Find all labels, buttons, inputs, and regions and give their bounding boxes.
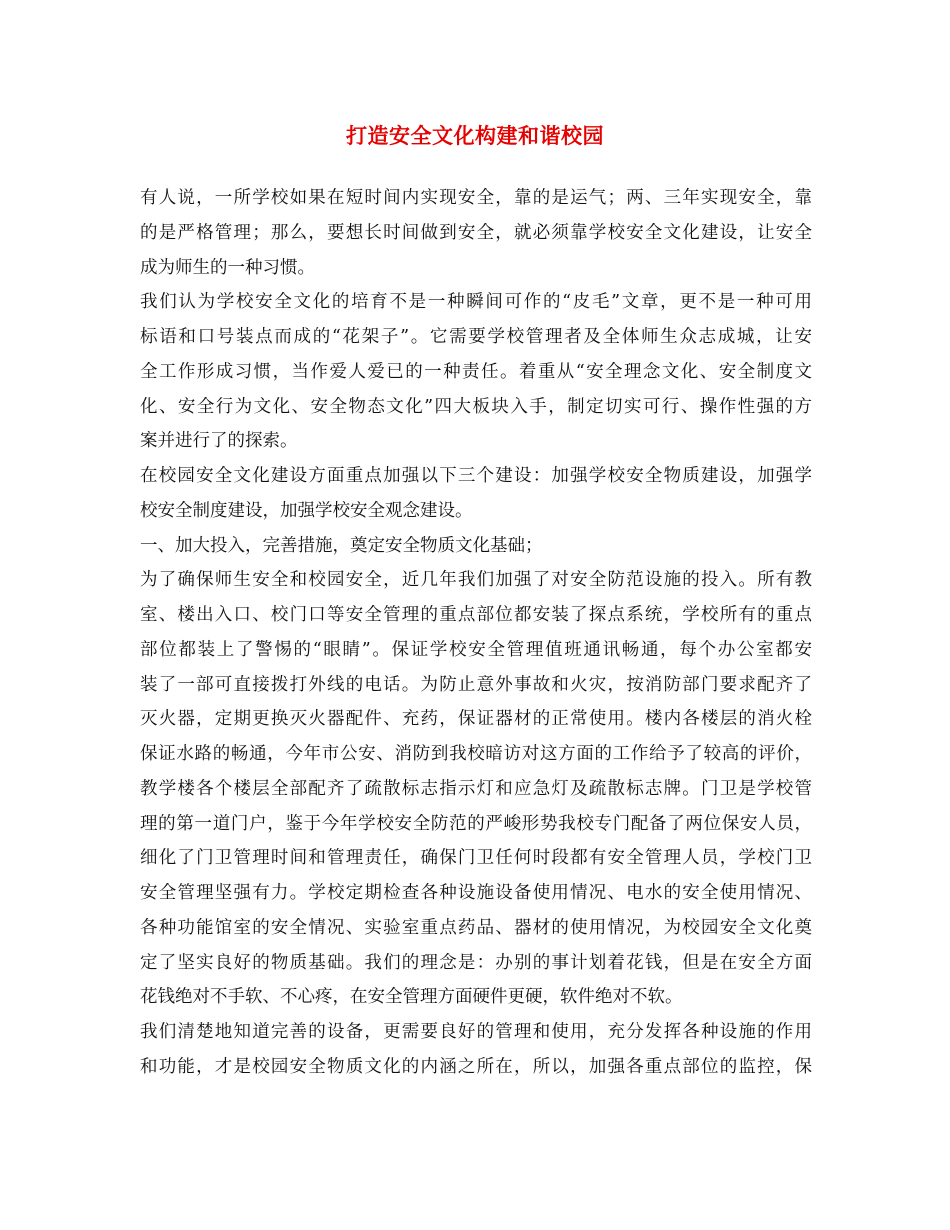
text-line: 各种功能馆室的安全情况、实验室重点药品、器材的使用情况，为校园安全文化奠 bbox=[140, 917, 812, 938]
text-line: 和功能，才是校园安全物质文化的内涵之所在，所以，加强各重点部位的监控，保 bbox=[140, 1056, 812, 1077]
text-line: 教学楼各个楼层全部配齐了疏散标志指示灯和应急灯及疏散标志牌。门卫是学校管 bbox=[140, 778, 812, 799]
text-line: 校安全制度建设，加强学校安全观念建设。 bbox=[140, 500, 473, 521]
text-line: 案并进行了的探索。 bbox=[140, 431, 298, 452]
text-line: 部位都装上了警惕的“眼睛”。保证学校安全管理值班通讯畅通，每个办公室都安 bbox=[140, 639, 812, 660]
text-line: 安全管理坚强有力。学校定期检查各种设施设备使用情况、电水的安全使用情况、 bbox=[140, 883, 812, 903]
text-line: 的是严格管理；那么，要想长时间做到安全，就必须靠学校安全文化建设，让安全 bbox=[140, 222, 812, 243]
text-line: 保证水路的畅通，今年市公安、消防到我校暗访对这方面的工作给予了较高的评价， bbox=[140, 744, 812, 764]
text-line: 全工作形成习惯，当作爱人爱已的一种责任。着重从“安全理念文化、安全制度文 bbox=[140, 361, 812, 382]
text-line: 一、加大投入，完善措施，奠定安全物质文化基础； bbox=[140, 535, 543, 556]
text-line: 花钱绝对不手软、不心疼，在安全管理方面硬件更硬，软件绝对不软。 bbox=[140, 987, 683, 1008]
text-line: 在校园安全文化建设方面重点加强以下三个建设：加强学校安全物质建设，加强学 bbox=[140, 466, 812, 486]
text-line: 我们认为学校安全文化的培育不是一种瞬间可作的“皮毛”文章，更不是一种可用 bbox=[140, 292, 812, 313]
text-line: 为了确保师生安全和校园安全，近几年我们加强了对安全防范设施的投入。所有教 bbox=[140, 570, 812, 591]
text-line: 定了坚实良好的物质基础。我们的理念是：办别的事计划着花钱，但是在安全方面 bbox=[140, 952, 812, 973]
text-line: 我们清楚地知道完善的设备，更需要良好的管理和使用，充分发挥各种设施的作用 bbox=[140, 1022, 812, 1042]
text-line: 化、安全行为文化、安全物态文化”四大板块入手，制定切实可行、操作性强的方 bbox=[140, 396, 812, 417]
text-line: 成为师生的一种习惯。 bbox=[140, 257, 315, 278]
text-line: 灭火器，定期更换灭火器配件、充药，保证器材的正常使用。楼内各楼层的消火栓 bbox=[140, 709, 812, 730]
document-title: 打造安全文化构建和谐校园 bbox=[346, 123, 604, 148]
text-line: 标语和口号装点而成的“花架子”。它需要学校管理者及全体师生众志成城，让安 bbox=[140, 327, 812, 347]
text-line: 理的第一道门户，鉴于今年学校安全防范的严峻形势我校专门配备了两位保安人员， bbox=[140, 813, 812, 834]
text-line: 室、楼出入口、校门口等安全管理的重点部位都安装了探点系统，学校所有的重点 bbox=[140, 605, 812, 625]
document-body bbox=[140, 181, 812, 1085]
text-line: 有人说，一所学校如果在短时间内实现安全，靠的是运气；两、三年实现安全，靠 bbox=[140, 188, 812, 208]
text-line: 细化了门卫管理时间和管理责任，确保门卫任何时段都有安全管理人员，学校门卫 bbox=[140, 848, 812, 869]
text-line: 装了一部可直接拨打外线的电话。为防止意外事故和火灾，按消防部门要求配齐了 bbox=[140, 674, 812, 695]
